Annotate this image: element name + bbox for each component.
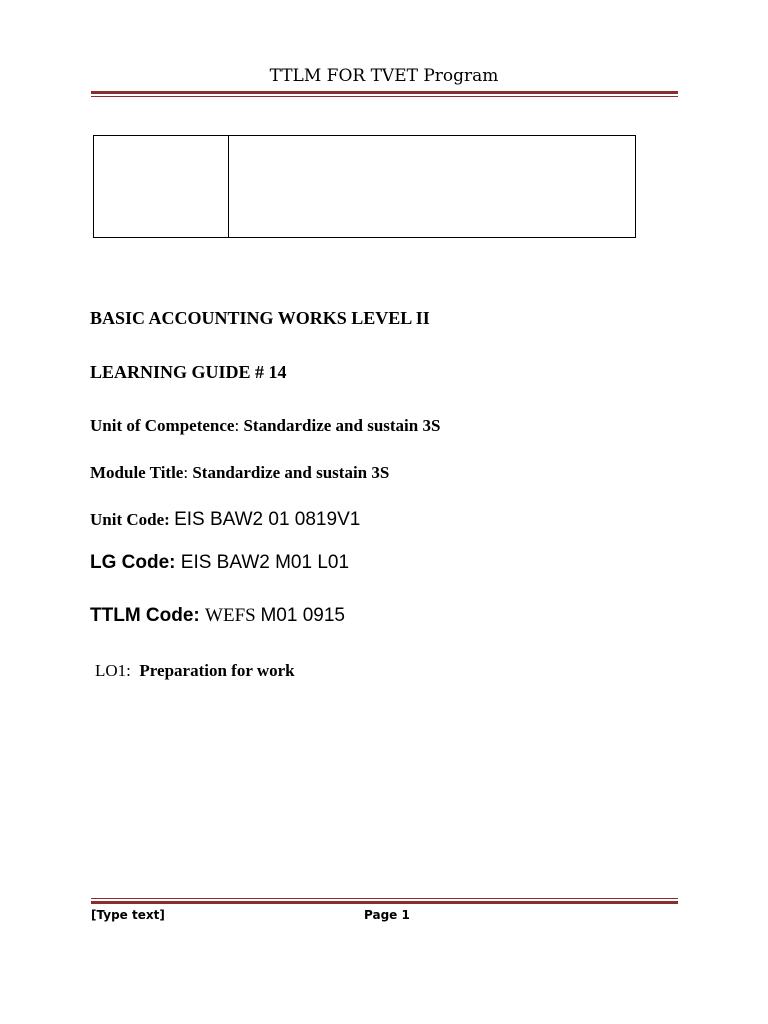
level-title: BASIC ACCOUNTING WORKS LEVEL II [90,308,430,328]
lo1-sep: : [126,661,140,680]
ttlm-code-label: TTLM Code: [90,605,206,626]
footer-rule-thin [91,898,678,899]
unit-code-label: Unit Code: [90,510,175,529]
ttlm-code [90,605,345,627]
unit-of-competence-sep: : [234,416,244,435]
logo-table-right-cell [229,136,635,237]
lo1-value: Preparation for work [139,661,295,680]
module-title-value: Standardize and sustain 3S [192,463,390,482]
lo1 [95,661,295,681]
logo-table-left-cell [94,136,229,237]
header-title: TTLM FOR TVET Program [269,66,499,86]
lg-code [90,552,349,574]
lo1-label: LO1 [95,661,127,680]
footer-page-number: Page 1 [364,908,410,922]
ttlm-code-value-sans: M01 0915 [260,605,345,626]
guide-title: LEARNING GUIDE # 14 [90,362,287,382]
logo-table [93,135,636,238]
header-rule-thin [91,96,678,97]
lg-code-value: EIS BAW2 M01 L01 [180,552,350,573]
header-rule-thick [91,91,678,94]
footer-rule-thick [91,901,678,904]
unit-of-competence-label: Unit of Competence [90,416,235,435]
unit-of-competence [90,416,440,436]
lg-code-label: LG Code: [90,552,181,573]
module-title-sep: : [183,463,193,482]
ttlm-code-value-serif: WEFS [205,605,261,626]
footer-left-text: [Type text] [91,908,165,922]
unit-of-competence-value: Standardize and sustain 3S [243,416,441,435]
module-title [90,463,389,483]
module-title-label: Module Title [90,463,184,482]
unit-code [90,509,360,531]
unit-code-value: EIS BAW2 01 0819V1 [174,509,361,530]
